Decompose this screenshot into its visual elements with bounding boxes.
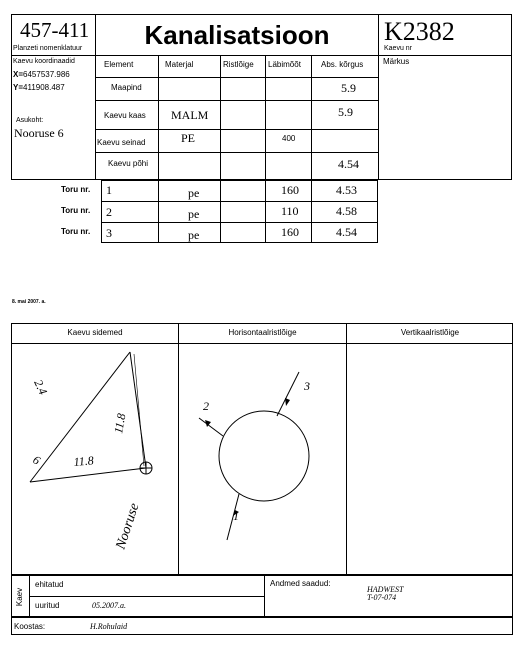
pipe-diameter-2: 110	[281, 204, 299, 218]
well-circle	[219, 411, 309, 501]
sheet-code-label: Planzeti nomenklatuur	[13, 45, 83, 52]
source-value-1: HADWEST	[367, 585, 404, 594]
ties-sketch	[12, 344, 178, 574]
row-height-1: 5.9	[338, 105, 353, 119]
row-height-0: 5.9	[341, 81, 356, 95]
row-element-3: Kaevu põhi	[108, 159, 149, 168]
coords-label: Kaevu koordinaadid	[13, 58, 75, 65]
row-height-3: 4.54	[338, 157, 359, 171]
built-label: ehitatud	[35, 580, 64, 589]
pipe-label-3: Toru nr.	[61, 227, 91, 236]
panel-title-horizontal: Horisontaalristlõige	[228, 328, 297, 337]
col-height: Abs. kõrgus	[321, 60, 364, 69]
well-number-label: Kaevu nr	[384, 45, 413, 52]
sheet-code: 457-411	[20, 18, 90, 42]
row-material-1: MALM	[171, 108, 209, 122]
pipe-material-3: pe	[188, 228, 200, 242]
panel-title-ties: Kaevu sidemed	[67, 328, 123, 337]
pipe-diameter-3: 160	[281, 225, 299, 239]
row-element-0: Maapind	[111, 83, 142, 92]
location-value: Nooruse 6	[14, 126, 64, 140]
col-material: Materjal	[165, 60, 194, 69]
coord-y	[13, 83, 65, 93]
row-material-2: PE	[181, 131, 196, 145]
pipe-height-1: 4.53	[336, 183, 357, 197]
sketch-measure-3: 11.8	[73, 453, 95, 469]
row-diameter-2: 400	[282, 134, 296, 143]
well-number: K2382	[384, 17, 455, 46]
pipe-arrow-label-1: 1	[233, 509, 239, 523]
pipe-label-2: Toru nr.	[61, 206, 91, 215]
coord-x-value: 6457537.986	[23, 70, 70, 79]
pipe-material-2: pe	[188, 207, 200, 221]
pipe-nr-3: 3	[106, 226, 112, 240]
row-element-1: Kaevu kaas	[104, 111, 146, 120]
coord-x	[13, 70, 70, 80]
pipe-material-1: pe	[188, 186, 200, 200]
coord-y-value: 411908.487	[23, 83, 65, 92]
pipe-height-2: 4.58	[336, 204, 357, 218]
compiled-value: H.Rohulaid	[90, 622, 128, 631]
pipe-height-3: 4.54	[336, 225, 357, 239]
coord-y-label: Y=	[13, 83, 24, 92]
pipe-label-1: Toru nr.	[61, 185, 91, 194]
location-label: Asukoht:	[16, 117, 44, 124]
source-value-2: T-07-074	[367, 593, 397, 602]
remarks-label: Märkus	[383, 57, 410, 66]
pipe-nr-2: 2	[106, 205, 112, 219]
source-label: Andmed saadud:	[270, 579, 331, 588]
col-diameter: Läbimõõt	[268, 60, 301, 69]
horizontal-section-sketch	[179, 344, 346, 574]
sketch-measure-2: 11.8	[111, 412, 129, 435]
col-element: Element	[104, 60, 134, 69]
print-date: 8. mai 2007. a.	[12, 299, 46, 305]
sketch-measure-1: 2.4	[31, 377, 51, 397]
compiled-frame	[11, 617, 513, 635]
col-section: Ristlõige	[223, 60, 254, 69]
row-element-2: Kaevu seinad	[97, 138, 146, 147]
compiled-label: Koostas:	[14, 622, 46, 631]
sketch-street: Nooruse	[113, 501, 143, 552]
side-label: Kaev	[15, 587, 24, 607]
page-title: Kanalisatsioon	[144, 19, 330, 50]
panel-title-vertical: Vertikaalristlõige	[400, 328, 460, 337]
pipe-arrow-label-3: 3	[304, 379, 310, 393]
coord-x-label: X=	[13, 70, 24, 79]
pipe-diameter-1: 160	[281, 183, 299, 197]
pipe-nr-1: 1	[106, 183, 112, 197]
surveyed-value: 05.2007.a.	[92, 601, 126, 610]
pipe-arrow-label-2: 2	[203, 399, 209, 413]
sketch-measure-4: 6	[30, 452, 43, 468]
surveyed-label: uuritud	[35, 601, 60, 610]
